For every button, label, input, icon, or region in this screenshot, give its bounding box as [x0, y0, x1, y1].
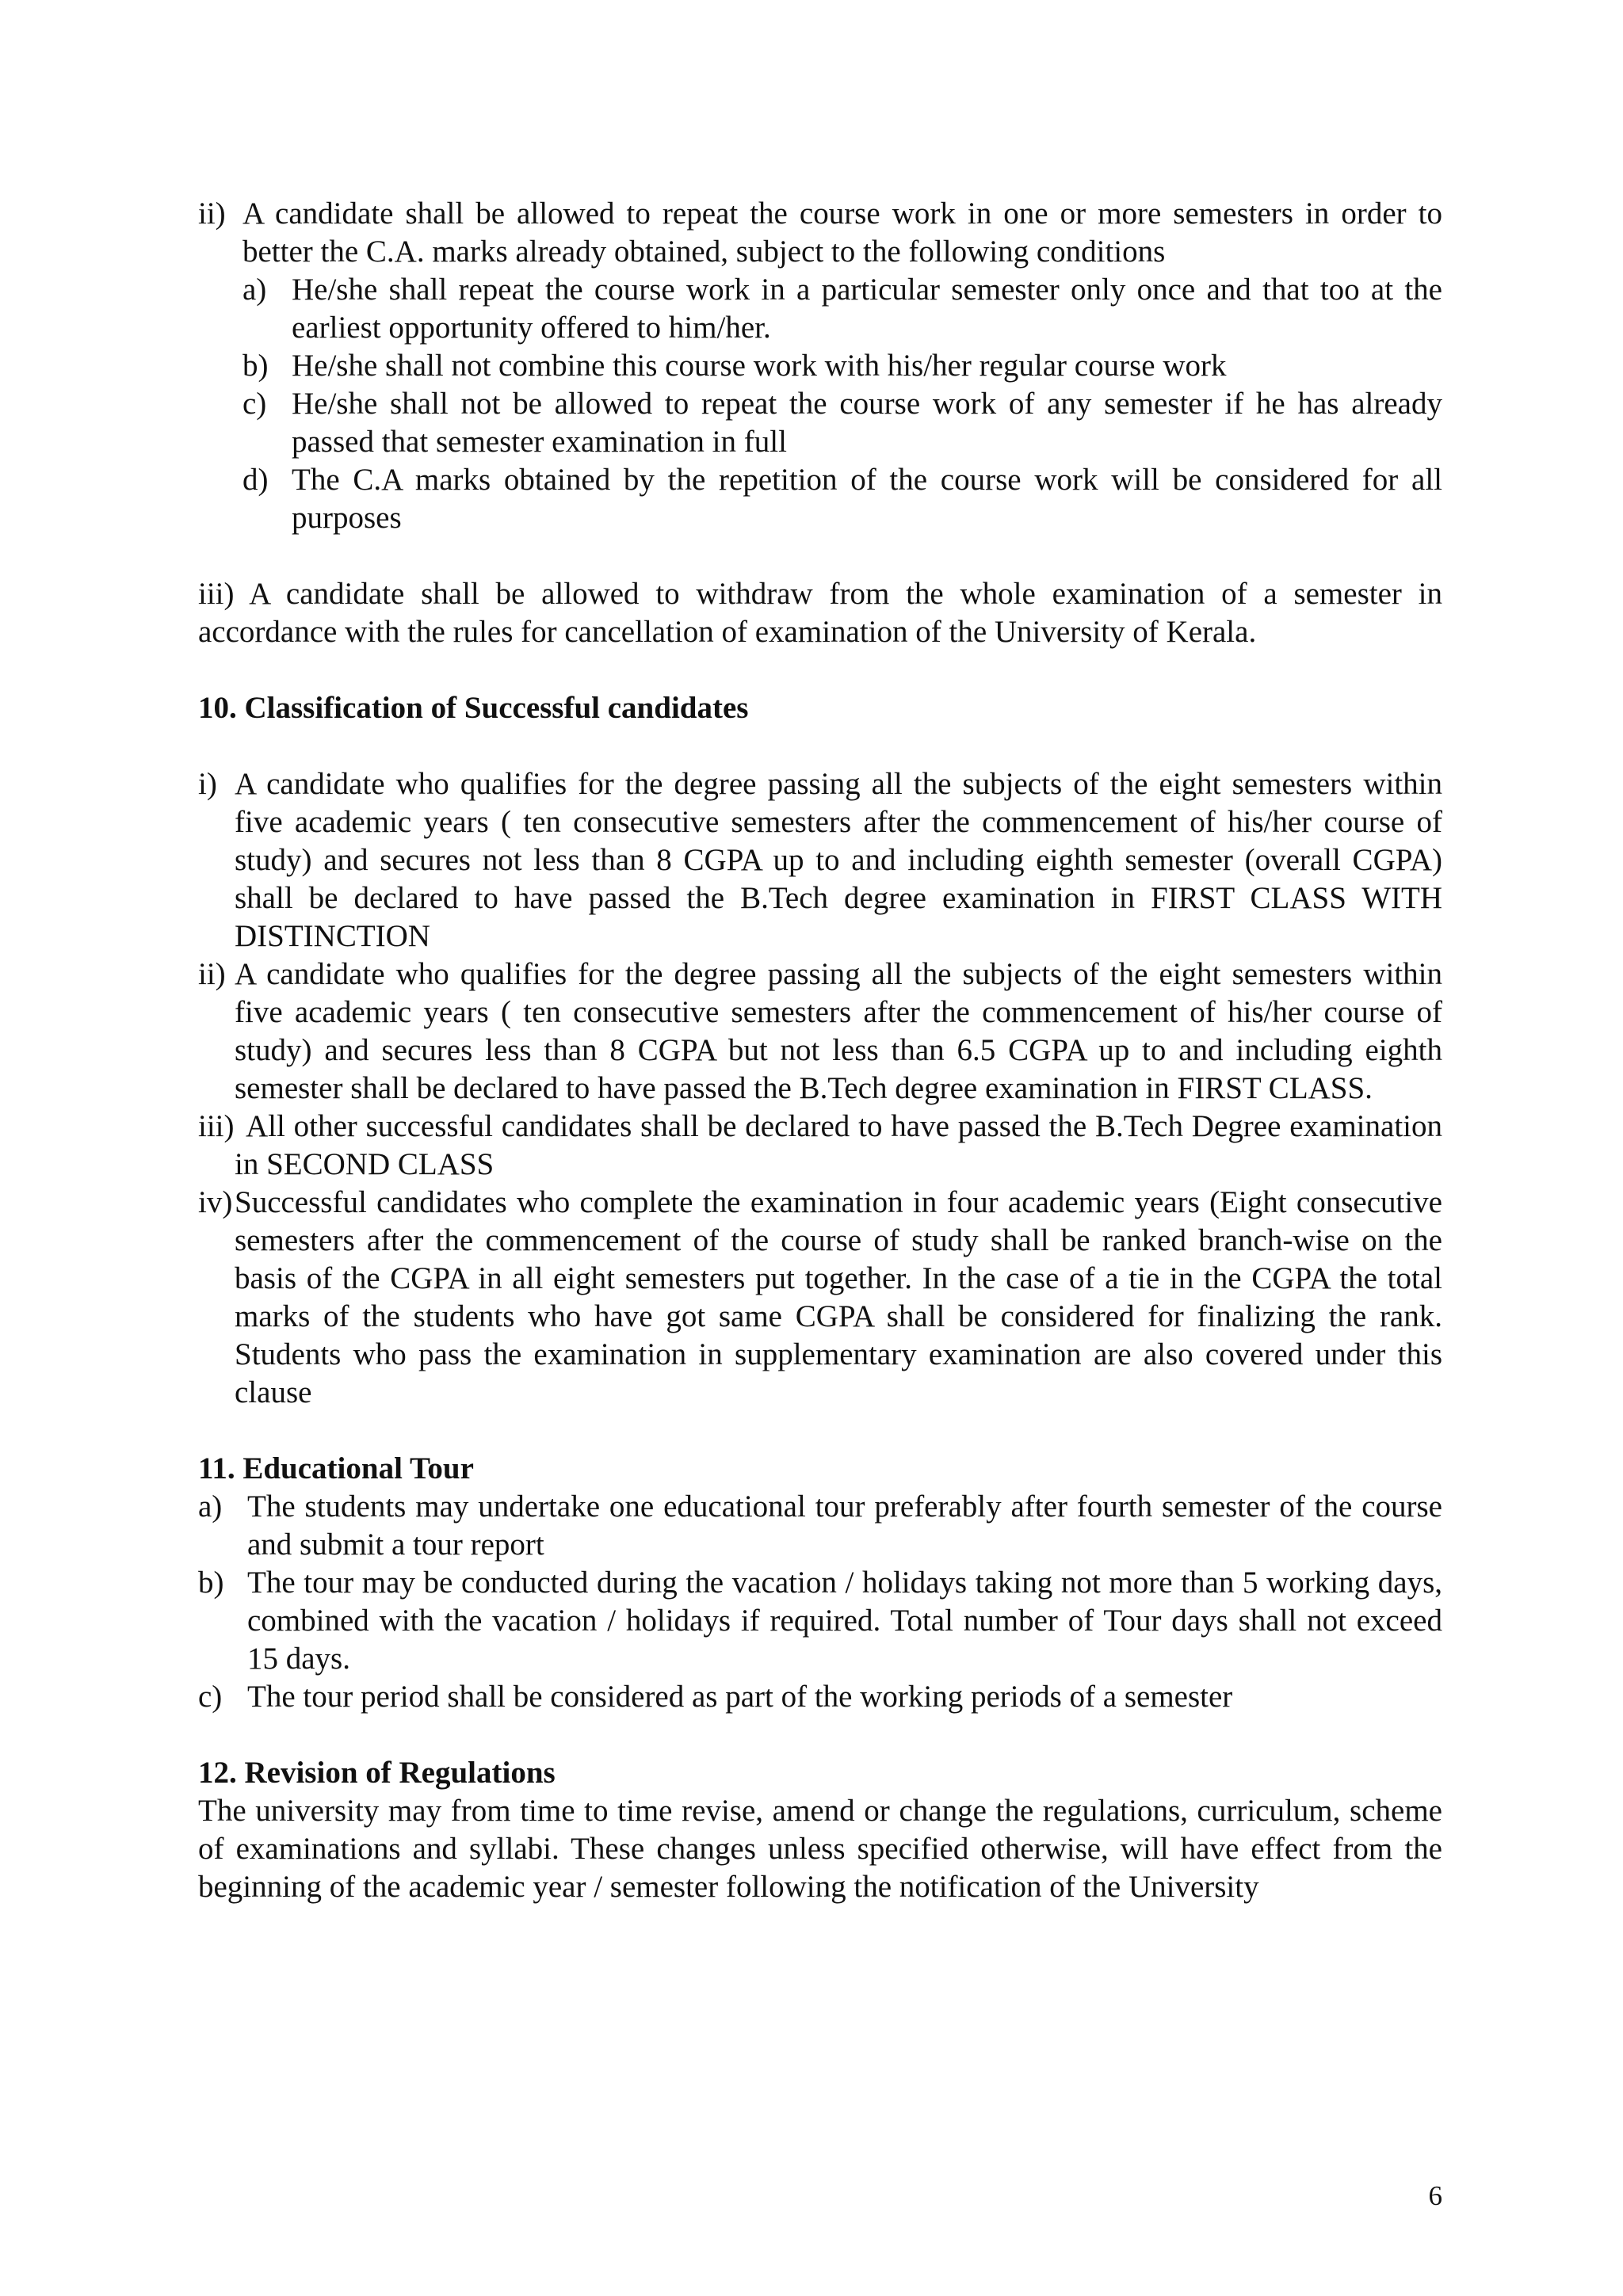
- rule-11-b-text: The tour may be conducted during the vacation / holidays taking not more than 5 working days, combined with the vacation / holidays if required. Total number of Tour days shall not exceed 15 days.: [247, 1566, 1442, 1676]
- rule-10-i-marker: i): [198, 767, 217, 801]
- rule-9-ii-b: [242, 347, 1442, 385]
- rule-9-ii: [198, 195, 1442, 271]
- section-12-text: The university may from time to time revise, amend or change the regulations, curriculum, scheme of examinations and syllabi. These changes unless specified otherwise, will have effect from the beginning of the academic year / semester following the notification of the University: [198, 1794, 1442, 1904]
- rule-9-iii: iii) A candidate shall be allowed to withdraw from the whole examination of a semester in accordance with the rules for cancellation of examination of the University of Kerala.: [198, 577, 1442, 649]
- rule-9-ii-a: [242, 271, 1442, 347]
- rule-9-ii-d-marker: d): [242, 463, 269, 497]
- rule-10-iii-text: All other successful candidates shall be declared to have passed the B.Tech Degree examination in SECOND CLASS: [235, 1109, 1442, 1181]
- rule-9-ii-a-marker: a): [242, 273, 267, 307]
- rule-9-ii-c-marker: c): [242, 387, 267, 421]
- document-body: [198, 195, 1442, 1906]
- rule-11-c-marker: c): [198, 1680, 223, 1714]
- rule-9-ii-d-text: The C.A marks obtained by the repetition of the course work will be considered for all purposes: [292, 463, 1442, 535]
- rule-9-ii-c: [242, 385, 1442, 461]
- rule-9-ii-d: [242, 461, 1442, 537]
- rule-11-b: [198, 1564, 1442, 1678]
- rule-9-ii-b-marker: b): [242, 349, 269, 383]
- rule-11-a: [198, 1488, 1442, 1564]
- rule-11-a-marker: a): [198, 1489, 223, 1524]
- rule-10-iii: [198, 1108, 1442, 1184]
- rule-10-iii-marker: iii): [198, 1109, 235, 1143]
- rule-10-iv-text: Successful candidates who complete the examination in four academic years (Eight consecutive semesters after the commencement of the course of study shall be ranked branch-wise on the basis of the CGPA in all eight semesters put together. In the case of a tie in the CGPA the total marks of the students who have got same CGPA shall be considered for finalizing the rank. Students who pass the examination in supplementary examination are also covered under this clause: [235, 1185, 1442, 1409]
- rule-10-ii-text: A candidate who qualifies for the degree passing all the subjects of the eight semesters within five academic years ( ten consecutive semesters after the commencement of his/her course of study) and secures less than 8 CGPA but not less than 6.5 CGPA up to and including eighth semester shall be declared to have passed the B.Tech degree examination in FIRST CLASS.: [235, 957, 1442, 1105]
- rule-10-ii: [198, 955, 1442, 1108]
- rule-9-ii-text: A candidate shall be allowed to repeat the course work in one or more semesters in order to better the C.A. marks already obtained, subject to the following conditions: [242, 196, 1442, 269]
- rule-11-c: [198, 1678, 1442, 1716]
- rule-9-ii-a-text: He/she shall repeat the course work in a particular semester only once and that too at the earliest opportunity offered to him/her.: [292, 273, 1442, 345]
- rule-10-iv: [198, 1184, 1442, 1412]
- section-10-heading: 10. Classification of Successful candidates: [198, 691, 749, 725]
- rule-10-iv-marker: iv): [198, 1185, 233, 1219]
- rule-9-ii-c-text: He/she shall not be allowed to repeat the course work of any semester if he has already passed that semester examination in full: [292, 387, 1442, 459]
- rule-9-ii-b-text: He/she shall not combine this course work with his/her regular course work: [292, 349, 1227, 383]
- rule-10-ii-marker: ii): [198, 957, 226, 991]
- rule-11-b-marker: b): [198, 1566, 224, 1600]
- page-number: 6: [1428, 2180, 1442, 2211]
- rule-9-ii-marker: ii): [198, 196, 226, 231]
- rule-10-i: [198, 765, 1442, 955]
- rule-11-c-text: The tour period shall be considered as part of the working periods of a semester: [247, 1680, 1233, 1714]
- section-11-heading: 11. Educational Tour: [198, 1451, 474, 1486]
- rule-10-i-text: A candidate who qualifies for the degree passing all the subjects of the eight semesters within five academic years ( ten consecutive semesters after the commencement of his/her course of study) and secures not less than 8 CGPA up to and including eighth semester (overall CGPA) shall be declared to have passed the B.Tech degree examination in FIRST CLASS WITH DISTINCTION: [235, 767, 1442, 953]
- rule-11-a-text: The students may undertake one educational tour preferably after fourth semester of the course and submit a tour report: [247, 1489, 1442, 1562]
- section-12-heading: 12. Revision of Regulations: [198, 1756, 556, 1790]
